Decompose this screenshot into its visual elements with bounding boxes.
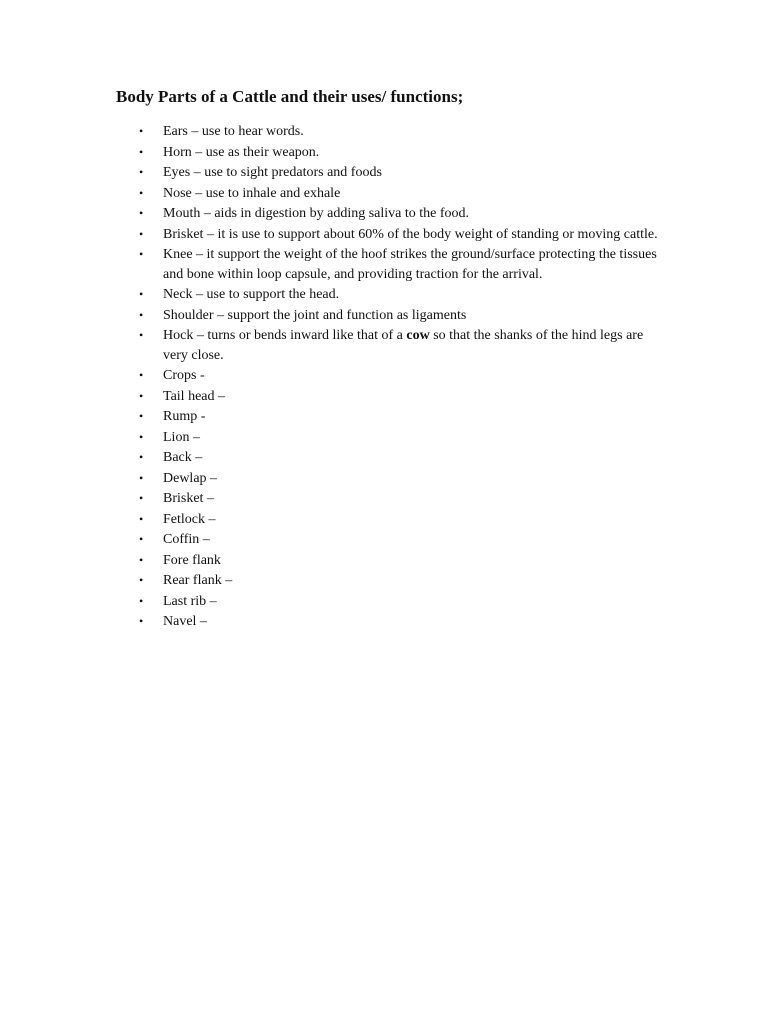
list-item <box>139 285 663 305</box>
list-item-text: Rump - <box>163 409 206 424</box>
list-item <box>139 448 663 468</box>
bullet-icon: • <box>139 409 144 423</box>
list-item-text: Neck – use to support the head. <box>163 287 340 302</box>
list-item <box>139 122 663 142</box>
bullet-icon: • <box>139 573 144 587</box>
list-item <box>139 387 663 407</box>
list-item-text: Horn – use as their weapon. <box>163 144 320 160</box>
list-item <box>139 407 663 427</box>
list-item <box>139 245 663 284</box>
list-item <box>139 530 663 550</box>
list-item-text: Brisket – it is use to support about 60% of the body weight of standing or moving cattle. <box>163 226 658 242</box>
bullet-icon: • <box>139 124 144 138</box>
list-item <box>139 551 663 571</box>
body-parts-list <box>139 122 663 633</box>
bullet-icon: • <box>139 247 144 261</box>
list-item-text: Tail head – <box>163 388 225 404</box>
bullet-icon: • <box>139 470 144 485</box>
bullet-icon: • <box>139 165 144 179</box>
list-item-bold-text: cow <box>406 328 430 343</box>
bullet-icon: • <box>139 144 144 159</box>
list-item <box>139 163 663 183</box>
list-item-text: Nose – use to inhale and exhale <box>163 185 341 201</box>
bullet-icon: • <box>139 185 144 200</box>
list-item-text: Brisket – <box>163 491 214 506</box>
bullet-icon: • <box>139 614 144 628</box>
list-item-text: Navel – <box>163 614 207 629</box>
bullet-icon: • <box>139 307 144 322</box>
list-item-text: Mouth – aids in digestion by adding saliva to the food. <box>163 206 470 221</box>
bullet-icon: • <box>139 388 144 403</box>
list-item <box>139 143 663 163</box>
list-item-text: Eyes – use to sight predators and foods <box>163 165 382 180</box>
bullet-icon: • <box>139 491 144 505</box>
list-item <box>139 326 663 365</box>
list-item <box>139 204 663 224</box>
bullet-icon: • <box>139 593 144 608</box>
list-item-text: Lion – <box>163 429 200 445</box>
document-title: Body Parts of a Cattle and their uses/ functions; <box>116 87 464 106</box>
list-item-text: Ears – use to hear words. <box>163 124 304 139</box>
list-item <box>139 612 663 632</box>
bullet-icon: • <box>139 450 144 464</box>
bullet-icon: • <box>139 328 144 342</box>
list-item <box>139 469 663 489</box>
bullet-icon: • <box>139 429 144 444</box>
list-item <box>139 428 663 448</box>
list-item-text: Coffin – <box>163 532 210 547</box>
bullet-icon: • <box>139 368 144 382</box>
list-item <box>139 184 663 204</box>
bullet-icon: • <box>139 532 144 546</box>
list-item-text: Rear flank – <box>163 573 233 588</box>
list-item <box>139 489 663 509</box>
list-item-text: Last rib – <box>163 593 217 609</box>
list-item <box>139 571 663 591</box>
list-item-text: Crops - <box>163 368 205 383</box>
list-item <box>139 592 663 612</box>
list-item <box>139 306 663 326</box>
list-item-text: Dewlap – <box>163 470 218 486</box>
bullet-icon: • <box>139 206 144 220</box>
list-item <box>139 366 663 386</box>
bullet-icon: • <box>139 226 144 241</box>
list-item-text: so that the shanks of the hind legs are very close. <box>163 328 644 363</box>
list-item-text: Fore flank <box>163 552 221 568</box>
list-item-text: Hock – turns or bends inward like that of a <box>163 328 407 343</box>
list-item-text: Shoulder – support the joint and function as ligaments <box>163 307 467 323</box>
bullet-icon: • <box>139 287 144 301</box>
bullet-icon: • <box>139 552 144 567</box>
list-item-text: Knee – it support the weight of the hoof strikes the ground/surface protecting the tissues and bone within loop capsule, and providing traction for the arrival. <box>163 247 657 282</box>
list-item <box>139 510 663 530</box>
list-item <box>139 225 663 245</box>
list-item-text: Fetlock – <box>163 511 216 527</box>
bullet-icon: • <box>139 511 144 526</box>
list-item-text: Back – <box>163 450 203 465</box>
